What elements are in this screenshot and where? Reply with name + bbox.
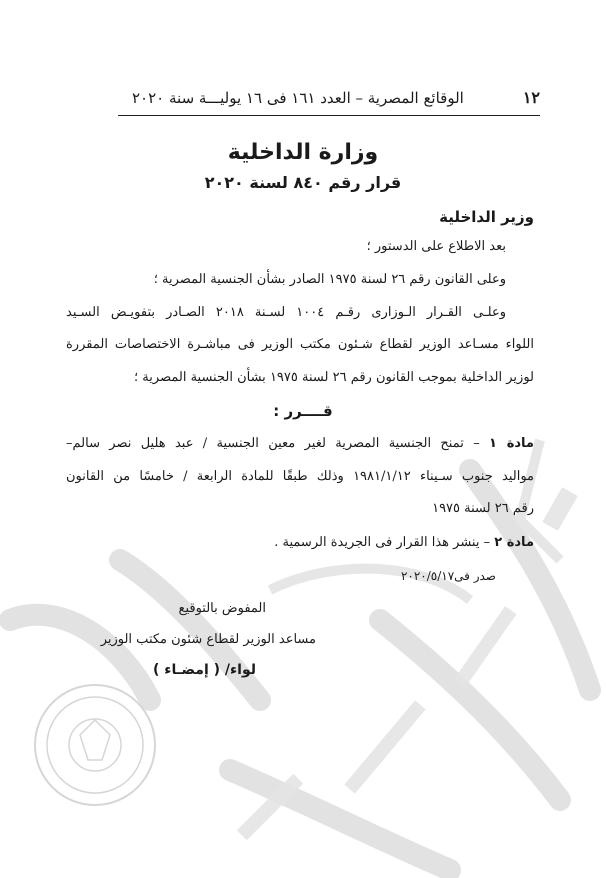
page-number: ١٢ <box>522 88 540 107</box>
header-rule <box>118 115 540 116</box>
article-1-text: – تمنح الجنسية المصرية لغير معين الجنسية / عبد هليل نصر سالم– <box>66 436 480 451</box>
preamble-line: وعلى القانون رقم ٢٦ لسنة ١٩٧٥ الصادر بشأن الجنسية المصرية ؛ <box>153 272 506 287</box>
delegated-label: المفوض بالتوقيع <box>178 601 266 616</box>
article-1-line: رقم ٢٦ لسنة ١٩٧٥ <box>432 501 534 516</box>
article-2-line <box>66 533 534 553</box>
issued-date: صدر فى٢٠٢٠/٥/١٧ <box>400 569 496 583</box>
signatory-name: لواء/ ( إمضـاء ) <box>153 662 256 678</box>
preamble-line: وعلـى القـرار الـوزارى رقـم ١٠٠٤ لسـنة ٢٠١٨ الصـادر بتفويـض السـيد <box>66 305 506 320</box>
running-title: الوقائع المصرية – العدد ١٦١ فى ١٦ يوليـــة سنة ٢٠٢٠ <box>132 89 464 107</box>
article-2-label: مادة ٢ <box>494 535 534 550</box>
article-1-line <box>66 434 534 454</box>
preamble-line: لوزير الداخلية بموجب القانون رقم ٢٦ لسنة ١٩٧٥ بشأن الجنسية المصرية ؛ <box>134 370 534 385</box>
ministry-title: وزارة الداخلية <box>227 140 379 165</box>
article-2-text: – ينشر هذا القرار فى الجريدة الرسمية . <box>274 535 491 550</box>
signatory-title: مساعد الوزير لقطاع شئون مكتب الوزير <box>100 632 316 647</box>
article-1-line: مواليد جنوب سـيناء ١٩٨١/١/١٢ وذلك طبقًا للمادة الرابعة / خامسًا من القانون <box>66 469 534 484</box>
decree-number: قرار رقم ٨٤٠ لسنة ٢٠٢٠ <box>204 173 402 192</box>
preamble-line: اللواء مسـاعد الوزير لقطاع شـئون مكتب الوزير فى مباشـرة الاختصاصات المقررة <box>66 337 534 352</box>
article-1-label: مادة ١ <box>489 436 534 451</box>
running-head <box>132 88 540 107</box>
preamble-line: بعد الاطلاع على الدستور ؛ <box>366 239 506 254</box>
decided-heading: قــــرر : <box>273 402 333 420</box>
issuer-title: وزير الداخلية <box>439 208 534 226</box>
